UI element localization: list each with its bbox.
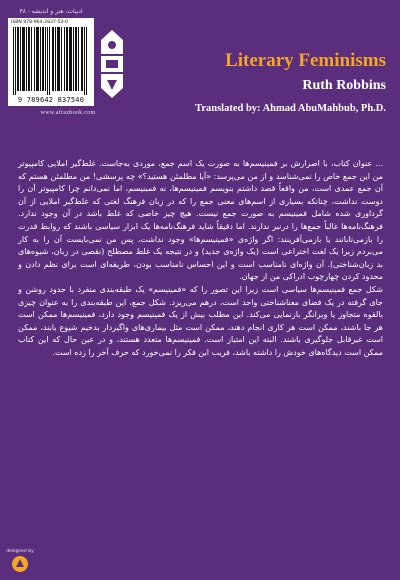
designer-label: designed by: [6, 549, 34, 554]
barcode-bars: [11, 27, 91, 95]
designer-credit: [4, 549, 36, 573]
translator-credit: Translated by: Ahmad AbuMahbub, Ph.D.: [195, 103, 386, 114]
author-name: Ruth Robbins: [302, 78, 386, 93]
blurb-paragraph: ... عنوان کتاب، با اصرارش بر فمینیسم‌ها به صورت یک اسم جمع، موردی به‌جاست. غلط‌گیر املایی کامپیوتر من این جمع خاص را نمی‌شناسد و از من می‌پرسد: «آیا مطلمئن هستید؟» چه پرسشی! من مطلمئن هستم که آن جمع عمدی است، من واقعاً قصد داشتم بنویسم فمینیسم‌ها، نه فمینیسم، اما نمی‌دانم چرا کامپیوتر آن را دوست نداشت، چنانکه بسیاری از اسم‌های معنی جمع را که در زبان فرهنگ لغتی که غلط‌گیر املایی از آن گرداوری شده شامل فمینیسم به صورت جمع نیست. هیچ چیز خاصی که غلط باشد در آن وجود ندارد. فرهنگ‌نامه‌ها غالباً جمع‌ها را درنبر ندارند. اما دقیقاً شاید فرهنگ‌نامه‌ها یک ابزار سیاسی باشند که روابط قدرت را بازمی‌تابانند یا بازمی‌آفرینند: اگر واژه‌ی «فمینیسم‌ها» وجود نداشت، پس من نمی‌بایست آن را به کار می‌بردم زیرا یک لغت اختراعی است (یک واژه‌ی جدید) و در نتیجه یک غلط مصطلح (نقصی در زبان، شیوه‌های بد زبان‌شناختی). آن واژه‌ای نامناسب است و این احساس نامناسب بودن، طریقه‌ای است برای نظم دادن و محدود کردن چهارچوب ادراکی من از جهان.: [18, 159, 383, 282]
barcode: [8, 18, 94, 106]
blurb-paragraph: شکل جمع فمینیسم‌ها سیاسی است زیرا این تصور را که «فمینیسم» یک طبقه‌بندی منفرد با حدود روشن و جای گرفته در یک فضای معناشناختی واحد است، درهم می‌ریزد. شکل جمع، این طبقه‌بندی را به عنوان چیزی بالقوه متجاوز یا ویرانگر بازنمایی می‌کند. این مطلب بیش از یک فمینیسم وجود دارد، فمینیسم‌ها ممکن است هر جا باشند، ممکن است هر کاری انجام دهند، ممکن است مثل بیماری‌های واگیردار بدخیم شیوع یابند، ممکن است غیرقابل جلوگیری باشند. البته این امتیاز است. فمینیسم‌ها متعدد هستند، و در عین حال که این کتاب ممکن است دیدگاه‌های خودش را داشته باشد، فریب این فکر را نمی‌خورد که حرف آخر را زده است.: [18, 284, 383, 357]
isbn-text: ISBN 978-964-2837-54-0: [11, 20, 68, 25]
website: www.afrazbook.com: [40, 110, 96, 116]
barcode-number: 9 789642 837540: [17, 96, 85, 104]
book-title: Literary Feminisms: [225, 50, 386, 71]
designer-logo-icon: [11, 555, 29, 573]
series-label: ادبیات، هنر و اندیشه - ۳۸: [19, 8, 83, 15]
publisher-logo: [98, 28, 126, 100]
blurb-text: [18, 158, 383, 360]
